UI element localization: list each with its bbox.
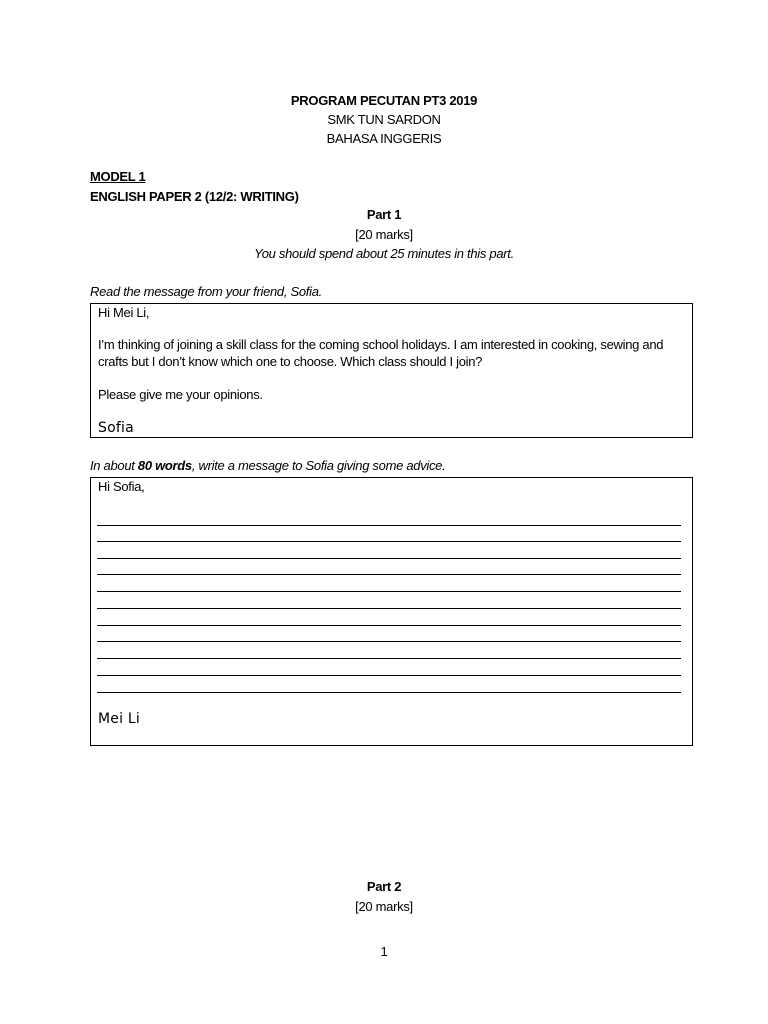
message-signature: Sofia: [98, 420, 134, 436]
writing-line[interactable]: [97, 541, 681, 542]
message-body-line2: crafts but I don’t know which one to choose. Which class should I join?: [98, 354, 483, 369]
message-box: [90, 303, 693, 438]
reply-greeting: Hi Sofia,: [98, 479, 145, 494]
reply-instruction: [90, 458, 445, 473]
subject-name: BAHASA INGGERIS: [326, 131, 442, 146]
reply-instruction-suffix: , write a message to Sofia giving some advice.: [191, 458, 446, 473]
message-instruction: Read the message from your friend, Sofia.: [90, 284, 322, 299]
writing-line[interactable]: [97, 641, 681, 642]
part1-marks: [20 marks]: [355, 227, 413, 242]
writing-line[interactable]: [97, 692, 681, 693]
writing-line[interactable]: [97, 558, 681, 559]
model-label: MODEL 1: [90, 169, 146, 184]
writing-line[interactable]: [97, 675, 681, 676]
message-greeting: Hi Mei Li,: [98, 305, 150, 320]
part2-title: Part 2: [366, 879, 402, 894]
writing-line[interactable]: [97, 658, 681, 659]
part1-title: Part 1: [366, 207, 402, 222]
message-request: Please give me your opinions.: [98, 387, 263, 402]
reply-signature: Mei Li: [98, 711, 140, 727]
writing-line[interactable]: [97, 625, 681, 626]
school-name: SMK TUN SARDON: [327, 112, 441, 127]
message-body-line1: I’m thinking of joining a skill class for the coming school holidays. I am interested in cooking, sewing and: [98, 337, 664, 352]
reply-box: [90, 477, 693, 746]
reply-instruction-prefix: In about: [90, 458, 138, 473]
document-title: PROGRAM PECUTAN PT3 2019: [290, 93, 478, 108]
page-number: 1: [380, 944, 388, 959]
paper-title: ENGLISH PAPER 2 (12/2: WRITING): [90, 189, 299, 204]
writing-line[interactable]: [97, 525, 681, 526]
writing-line[interactable]: [97, 574, 681, 575]
writing-line[interactable]: [97, 608, 681, 609]
reply-word-count: 80 words: [137, 458, 192, 473]
part1-time-note: You should spend about 25 minutes in this part.: [254, 246, 514, 261]
part2-marks: [20 marks]: [355, 899, 413, 914]
writing-line[interactable]: [97, 591, 681, 592]
